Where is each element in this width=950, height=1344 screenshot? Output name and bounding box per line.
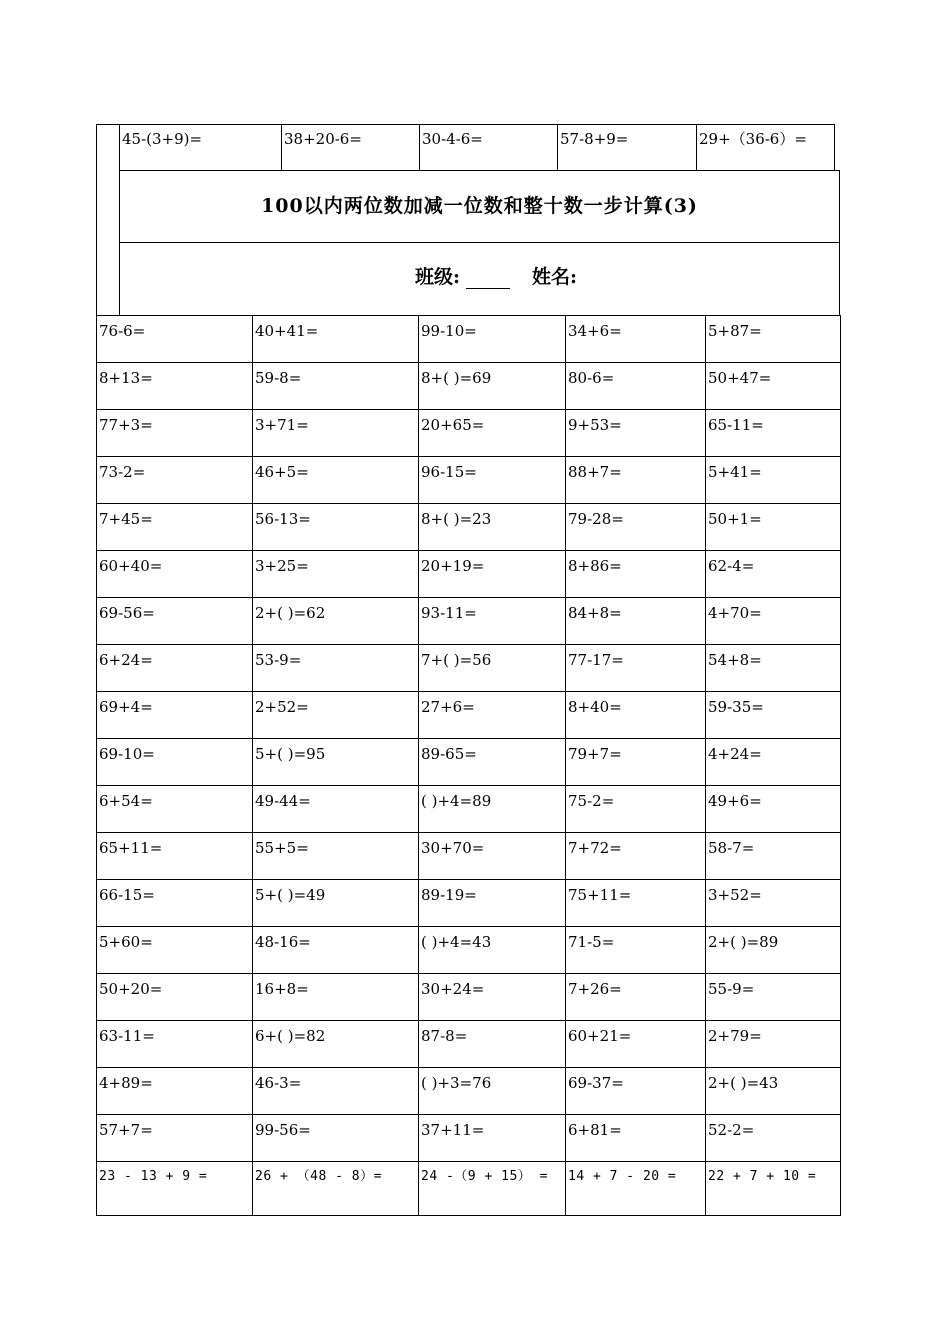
top-left-rule	[96, 124, 119, 125]
exercise-cell: 79+7=	[566, 739, 706, 786]
exercise-cell: 5+( )=95	[253, 739, 419, 786]
exercise-cell: 55-9=	[706, 974, 841, 1021]
table-row	[97, 927, 841, 974]
exercise-cell: 52-2=	[706, 1115, 841, 1162]
exercise-cell: 60+40=	[97, 551, 253, 598]
exercise-cell: 3+71=	[253, 410, 419, 457]
table-row	[97, 598, 841, 645]
exercise-cell: 4+24=	[706, 739, 841, 786]
exercise-cell: 96-15=	[419, 457, 566, 504]
exercise-cell: 5+60=	[97, 927, 253, 974]
exercise-cell: 76-6=	[97, 316, 253, 363]
exercise-cell: 71-5=	[566, 927, 706, 974]
table-row	[97, 974, 841, 1021]
exercise-cell: 46+5=	[253, 457, 419, 504]
exercise-cell: 6+( )=82	[253, 1021, 419, 1068]
exercise-cell: 7+26=	[566, 974, 706, 1021]
exercise-cell: 6+81=	[566, 1115, 706, 1162]
exercise-cell: 57+7=	[97, 1115, 253, 1162]
exercise-cell: 99-10=	[419, 316, 566, 363]
exercise-cell: 2+( )=89	[706, 927, 841, 974]
exercise-cell: 84+8=	[566, 598, 706, 645]
exercise-cell: ( )+4=43	[419, 927, 566, 974]
exercise-cell: 57-8+9=	[558, 125, 697, 171]
exercise-cell: 20+65=	[419, 410, 566, 457]
exercise-cell: 62-4=	[706, 551, 841, 598]
left-rule	[96, 124, 97, 315]
exercise-cell: 50+47=	[706, 363, 841, 410]
exercise-cell: 59-8=	[253, 363, 419, 410]
exercise-cell: 24 -（9 + 15） =	[419, 1162, 566, 1216]
exercise-cell: 2+79=	[706, 1021, 841, 1068]
student-info	[415, 262, 577, 289]
exercise-cell: 89-19=	[419, 880, 566, 927]
exercise-cell: 93-11=	[419, 598, 566, 645]
exercise-cell: 37+11=	[419, 1115, 566, 1162]
exercise-cell: 30-4-6=	[420, 125, 558, 171]
exercise-cell: 5+41=	[706, 457, 841, 504]
exercise-cell: 73-2=	[97, 457, 253, 504]
class-blank	[466, 270, 510, 289]
exercise-cell: 59-35=	[706, 692, 841, 739]
table-row	[120, 125, 835, 171]
exercise-cell: 4+89=	[97, 1068, 253, 1115]
exercise-cell: 69+4=	[97, 692, 253, 739]
table-row	[97, 316, 841, 363]
worksheet-title: 100以内两位数加减一位数和整十数一步计算(3)	[261, 195, 698, 217]
exercise-cell: 6+54=	[97, 786, 253, 833]
table-row	[97, 1021, 841, 1068]
table-row	[97, 410, 841, 457]
class-label: 班级:	[415, 266, 461, 288]
table-row	[97, 1115, 841, 1162]
exercise-cell: 58-7=	[706, 833, 841, 880]
exercise-cell: 55+5=	[253, 833, 419, 880]
exercise-cell: 80-6=	[566, 363, 706, 410]
exercise-cell: 45-(3+9)=	[120, 125, 282, 171]
table-row	[97, 457, 841, 504]
table-row	[97, 1162, 841, 1216]
exercise-cell: 79-28=	[566, 504, 706, 551]
exercise-cell: 53-9=	[253, 645, 419, 692]
exercise-cell: 87-8=	[419, 1021, 566, 1068]
exercise-cell: 27+6=	[419, 692, 566, 739]
exercise-cell: 49+6=	[706, 786, 841, 833]
exercise-cell: 56-13=	[253, 504, 419, 551]
student-info-box	[119, 242, 840, 316]
exercise-cell: 9+53=	[566, 410, 706, 457]
exercise-table	[96, 315, 841, 1216]
exercise-cell: 22 + 7 + 10 =	[706, 1162, 841, 1216]
exercise-cell: 66-15=	[97, 880, 253, 927]
exercise-cell: 26 + （48 - 8）=	[253, 1162, 419, 1216]
exercise-cell: 5+87=	[706, 316, 841, 363]
exercise-cell: 69-56=	[97, 598, 253, 645]
exercise-cell: 40+41=	[253, 316, 419, 363]
table-row	[97, 786, 841, 833]
exercise-cell: 7+45=	[97, 504, 253, 551]
exercise-cell: 54+8=	[706, 645, 841, 692]
exercise-cell: 89-65=	[419, 739, 566, 786]
table-row	[97, 504, 841, 551]
exercise-cell: 8+( )=69	[419, 363, 566, 410]
table-row	[97, 880, 841, 927]
exercise-cell: 3+52=	[706, 880, 841, 927]
top-exercise-row	[119, 124, 835, 171]
table-row	[97, 645, 841, 692]
exercise-cell: 29+（36-6）=	[697, 125, 835, 171]
exercise-cell: 4+70=	[706, 598, 841, 645]
table-row	[97, 833, 841, 880]
table-row	[97, 739, 841, 786]
exercise-cell: 14 + 7 - 20 =	[566, 1162, 706, 1216]
exercise-cell: 16+8=	[253, 974, 419, 1021]
exercise-cell: 75+11=	[566, 880, 706, 927]
exercise-cell: 75-2=	[566, 786, 706, 833]
exercise-cell: 8+13=	[97, 363, 253, 410]
exercise-cell: 77+3=	[97, 410, 253, 457]
exercise-cell: 65-11=	[706, 410, 841, 457]
exercise-cell: 3+25=	[253, 551, 419, 598]
table-row	[97, 363, 841, 410]
table-row	[97, 1068, 841, 1115]
exercise-cell: 88+7=	[566, 457, 706, 504]
exercise-cell: 49-44=	[253, 786, 419, 833]
exercise-cell: 60+21=	[566, 1021, 706, 1068]
exercise-cell: 50+1=	[706, 504, 841, 551]
exercise-cell: 69-10=	[97, 739, 253, 786]
exercise-cell: 2+( )=62	[253, 598, 419, 645]
exercise-cell: 2+52=	[253, 692, 419, 739]
exercise-cell: 48-16=	[253, 927, 419, 974]
exercise-cell: 30+70=	[419, 833, 566, 880]
exercise-cell: 8+( )=23	[419, 504, 566, 551]
title-box	[119, 170, 840, 243]
exercise-cell: 6+24=	[97, 645, 253, 692]
exercise-cell: 7+( )=56	[419, 645, 566, 692]
table-row	[97, 551, 841, 598]
exercise-cell: 69-37=	[566, 1068, 706, 1115]
exercise-cell: 38+20-6=	[282, 125, 420, 171]
exercise-cell: 63-11=	[97, 1021, 253, 1068]
table-row	[97, 692, 841, 739]
exercise-cell: 2+( )=43	[706, 1068, 841, 1115]
exercise-cell: 99-56=	[253, 1115, 419, 1162]
exercise-cell: 20+19=	[419, 551, 566, 598]
exercise-cell: 8+86=	[566, 551, 706, 598]
exercise-cell: 65+11=	[97, 833, 253, 880]
exercise-cell: ( )+4=89	[419, 786, 566, 833]
exercise-cell: 5+( )=49	[253, 880, 419, 927]
exercise-cell: 30+24=	[419, 974, 566, 1021]
name-label: 姓名:	[532, 266, 578, 288]
exercise-cell: 7+72=	[566, 833, 706, 880]
exercise-cell: 46-3=	[253, 1068, 419, 1115]
exercise-cell: 34+6=	[566, 316, 706, 363]
exercise-cell: 8+40=	[566, 692, 706, 739]
exercise-cell: 77-17=	[566, 645, 706, 692]
exercise-cell: 50+20=	[97, 974, 253, 1021]
exercise-cell: ( )+3=76	[419, 1068, 566, 1115]
exercise-cell: 23 - 13 + 9 =	[97, 1162, 253, 1216]
